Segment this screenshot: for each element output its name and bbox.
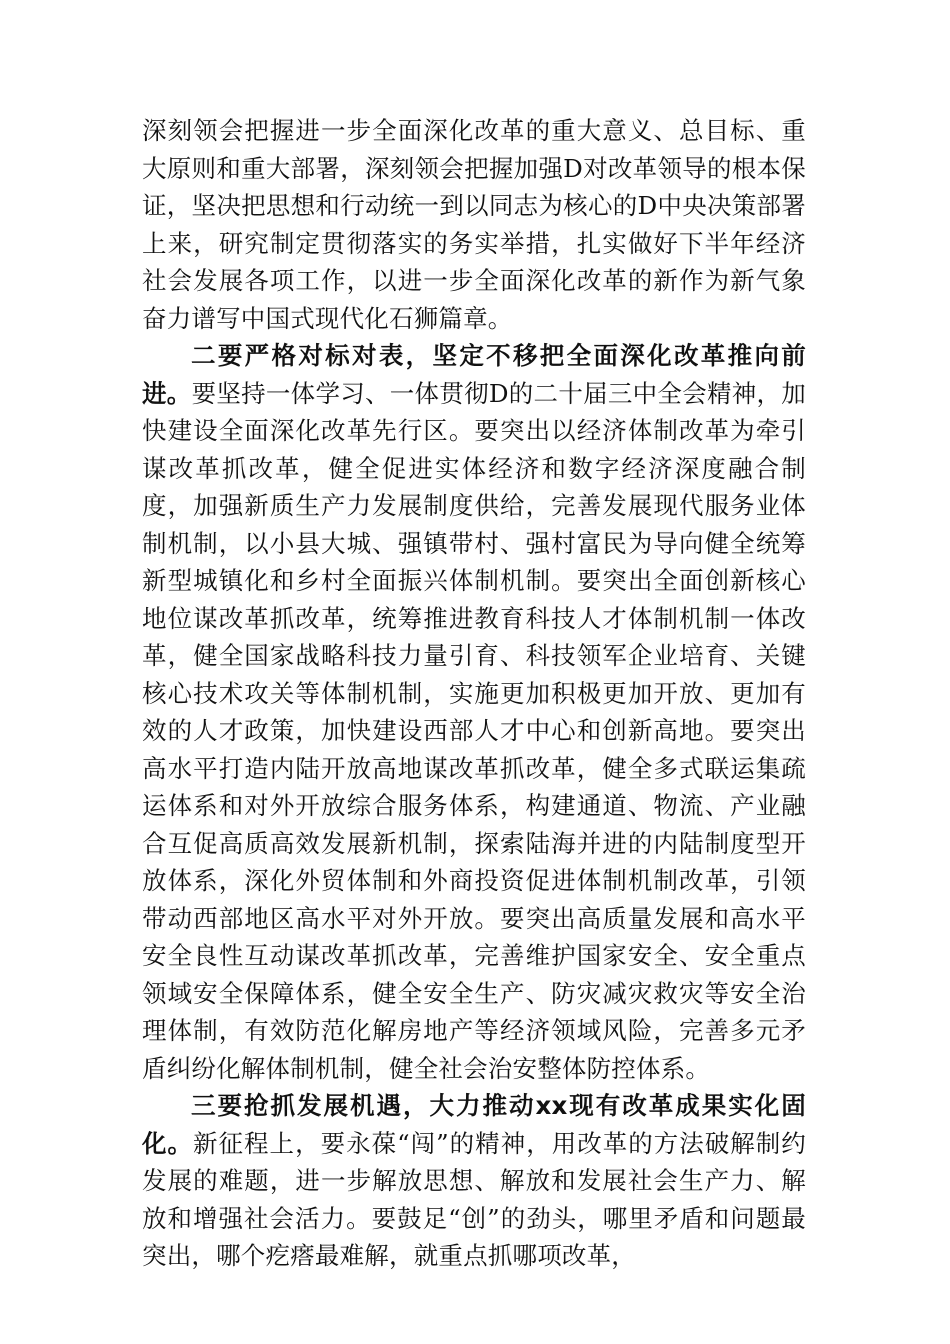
paragraph-1	[142, 112, 806, 337]
document-body	[142, 112, 806, 1275]
paragraph-3-text: 新征程上，要永葆“闯”的精神，用改革的方法破解制约发展的难题，进一步解放思想、解放和发展社会生产力、解放和增强社会活力。要鼓足“创”的劲头，哪里矛盾和问题最突出，哪个疙瘩最难解，就重点抓哪项改革，	[142, 1128, 806, 1270]
paragraph-1-text: 深刻领会把握进一步全面深化改革的重大意义、总目标、重大原则和重大部署，深刻领会把握加强D对改革领导的根本保证，坚决把思想和行动统一到以同志为核心的D中央决策部署上来，研究制定贯彻落实的务实举措，扎实做好下半年经济社会发展各项工作，以进一步全面深化改革的新作为新气象奋力谱写中国式现代化石狮篇章。	[142, 116, 806, 333]
paragraph-3	[142, 1087, 806, 1275]
paragraph-2-heading: 二要严格对标对表，坚定不移把全面深化改革推向前进。	[142, 341, 806, 408]
paragraph-2	[142, 337, 806, 1087]
paragraph-2-text: 要坚持一体学习、一体贯彻D的二十届三中全会精神，加快建设全面深化改革先行区。要突出以经济体制改革为牵引谋改革抓改革，健全促进实体经济和数字经济深度融合制度，加强新质生产力发展制度供给，完善发展现代服务业体制机制，以小县大城、强镇带村、强村富民为导向健全统筹新型城镇化和乡村全面振兴体制机制。要突出全面创新核心地位谋改革抓改革，统筹推进教育科技人才体制机制一体改革，健全国家战略科技力量引育、科技领军企业培育、关键核心技术攻关等体制机制，实施更加积极更加开放、更加有效的人才政策，加快建设西部人才中心和创新高地。要突出高水平打造内陆开放高地谋改革抓改革，健全多式联运集疏运体系和对外开放综合服务体系，构建通道、物流、产业融合互促高质高效发展新机制，探索陆海并进的内陆制度型开放体系，深化外贸体制和外商投资促进体制机制改革，引领带动西部地区高水平对外开放。要突出高质量发展和高水平安全良性互动谋改革抓改革，完善维护国家安全、安全重点领域安全保障体系，健全安全生产、防灾减灾救灾等安全治理体制，有效防范化解房地产等经济领域风险，完善多元矛盾纠纷化解体制机制，健全社会治安整体防控体系。	[142, 378, 807, 1083]
paragraph-3-heading: 三要抢抓发展机遇，大力推动xx现有改革成果实化固化。	[142, 1091, 806, 1158]
